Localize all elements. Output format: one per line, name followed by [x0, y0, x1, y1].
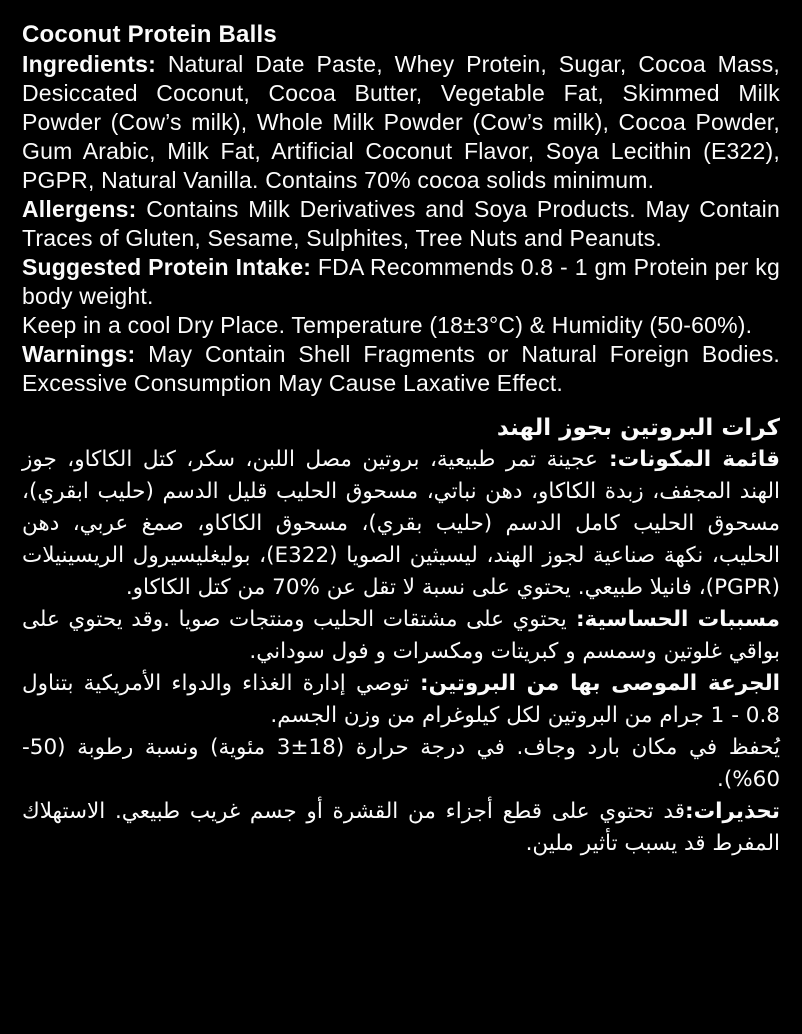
storage-section-en	[22, 311, 780, 340]
warnings-text-ar: قد تحتوي على قطع أجزاء من القشرة أو جسم غريب طبيعي. الاستهلاك المفرط قد يسبب تأثير ملين.	[22, 799, 780, 856]
storage-section-ar	[22, 732, 780, 796]
protein-intake-heading-en: Suggested Protein Intake:	[22, 254, 318, 280]
protein-intake-section-ar	[22, 668, 780, 732]
warnings-heading-en: Warnings:	[22, 341, 149, 367]
warnings-heading-ar: تحذيرات:	[684, 799, 780, 824]
arabic-label-block	[22, 412, 780, 860]
allergens-heading-en: Allergens:	[22, 196, 147, 222]
protein-intake-heading-ar: الجرعة الموصى بها من البروتين:	[409, 671, 781, 696]
warnings-section-ar	[22, 796, 780, 860]
ingredients-section-ar	[22, 444, 780, 604]
protein-intake-text-en: FDA Recommends 0.8 - 1 gm Protein per kg body weight.	[22, 254, 780, 309]
ingredients-text-ar: عجينة تمر طبيعية، بروتين مصل اللبن، سكر، كتل الكاكاو، جوز الهند المجفف، زبدة الكاكاو، دهن نباتي، مسحوق الحليب قليل الدسم (حليب ابقري)، مسحوق الحليب كامل الدسم (حليب بقري)، مسحوق الكاكاو، صمغ عربي، دهن الحليب، نكهة صناعية لجوز الهند، ليسيثين الصويا (E322)، بوليغليسيرول الريسينيلات (PGPR)، فانيلا طبيعي. يحتوي على نسبة لا تقل عن %70 من كتل الكاكاو.	[22, 447, 780, 600]
storage-text-ar: يُحفظ في مكان بارد وجاف. في درجة حرارة (18±3 مئوية) ونسبة رطوبة (50-60%).	[22, 735, 780, 792]
protein-intake-text-ar: توصي إدارة الغذاء والدواء الأمريكية بتناول 0.8 - 1 جرام من البروتين لكل كيلوغرام من وزن الجسم.	[22, 671, 780, 728]
ingredients-heading-ar: قائمة المكونات:	[597, 447, 780, 472]
allergens-section-en	[22, 195, 780, 253]
allergens-heading-ar: مسببات الحساسية:	[566, 607, 780, 632]
product-title-ar: كرات البروتين بجوز الهند	[496, 415, 780, 441]
ingredients-section-en	[22, 50, 780, 195]
ingredients-text-en: Natural Date Paste, Whey Protein, Sugar, Cocoa Mass, Desiccated Coconut, Cocoa Butter, Vegetable Fat, Skimmed Milk Powder (Cow’s milk), Whole Milk Powder (Cow’s milk), Cocoa Powder, Gum Arabic, Milk Fat, Artificial Coconut Flavor, Soya Lecithin (E322), PGPR, Natural Vanilla. Contains 70% cocoa solids minimum.	[22, 51, 780, 193]
english-label-block	[22, 20, 780, 398]
product-title-en: Coconut Protein Balls	[22, 21, 277, 48]
protein-intake-section-en	[22, 253, 780, 311]
warnings-text-en: May Contain Shell Fragments or Natural Foreign Bodies. Excessive Consumption May Cause Laxative Effect.	[22, 341, 780, 396]
allergens-text-en: Contains Milk Derivatives and Soya Products. May Contain Traces of Gluten, Sesame, Sulphites, Tree Nuts and Peanuts.	[22, 196, 780, 251]
storage-text-en: Keep in a cool Dry Place. Temperature (18±3°C) & Humidity (50-60%).	[22, 312, 753, 338]
allergens-text-ar: يحتوي على مشتقات الحليب ومنتجات صويا .وقد يحتوي على بواقي غلوتين وسمسم و كبريتات ومكسرات و فول سوداني.	[22, 607, 780, 664]
warnings-section-en	[22, 340, 780, 398]
allergens-section-ar	[22, 604, 780, 668]
ingredients-heading-en: Ingredients:	[22, 51, 168, 77]
